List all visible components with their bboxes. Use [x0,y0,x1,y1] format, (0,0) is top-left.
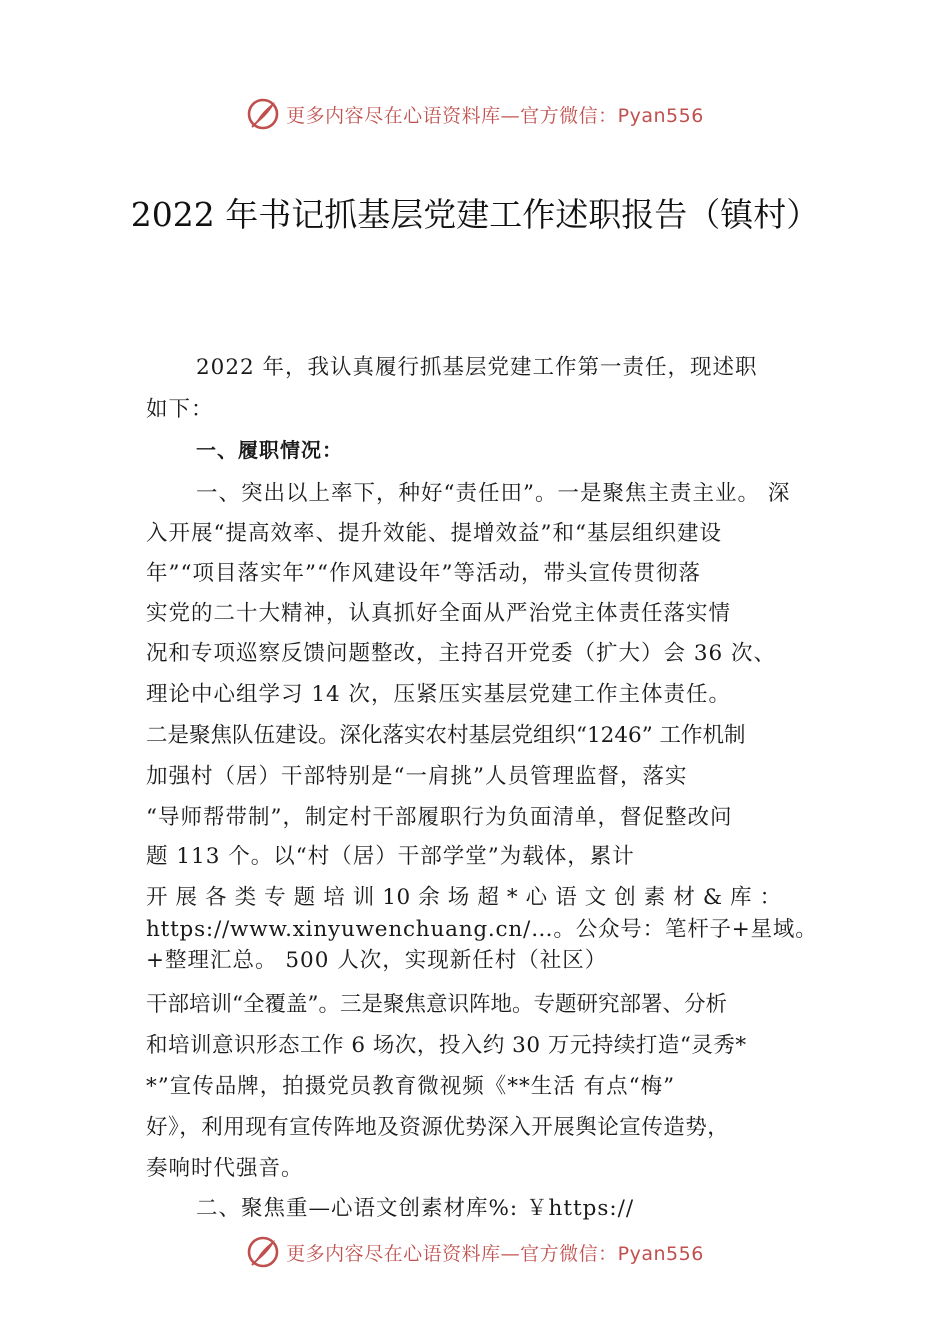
body-line: 年”“项目落实年”“作风建设年”等活动，带头宣传贯彻落 [146,561,701,586]
body-line: 况和专项巡察反馈问题整改，主持召开党委（扩大）会 36 次、 [146,641,777,666]
body-line: 二是聚焦队伍建设。深化落实农村基层党组织“1246” 工作机制 [146,723,746,748]
body-line: +整理汇总。 500 人次，实现新任村（社区） [146,948,608,973]
body-line: 如下： [146,397,214,422]
body-line: 入开展“提高效率、提升效能、提增效益”和“基层组织建设 [146,521,722,546]
banner-text: 更多内容尽在心语资料库—官方微信：Pyan556 [286,104,704,127]
section-heading: 一、履职情况： [196,438,343,462]
body-line: 理论中心组学习 14 次，压紧压实基层党建工作主体责任。 [146,682,732,707]
quill-logo-icon [246,97,280,131]
body-line: 奏响时代强音。 [146,1156,304,1181]
body-line: 2022 年，我认真履行抓基层党建工作第一责任，现述职 [196,355,758,380]
body-line: 加强村（居）干部特别是“一肩挑”人员管理监督，落实 [146,764,688,789]
body-line: 和培训意识形态工作 6 场次，投入约 30 万元持续打造“灵秀* [146,1033,747,1058]
body-line: 题 113 个。以“村（居）干部学堂”为载体，累计 [146,844,635,869]
body-line: 一、突出以上率下，种好“责任田”。一是聚焦主责主业。 深 [196,481,791,506]
quill-logo-icon [246,1235,280,1269]
body-line: 二、聚焦重—心语文创素材库%: ￥https:// [196,1196,635,1221]
body-line: 开 展 各 类 专 题 培 训 10 余 场 超 * 心 语 文 创 素 材 & 库 ： [146,885,782,910]
header-banner [0,94,950,134]
body-line: 干部培训“全覆盖”。三是聚焦意识阵地。专题研究部署、分析 [146,992,727,1017]
body-line: *”宣传品牌，拍摄党员教育微视频《**生活 有点“梅” [146,1074,676,1099]
body-line: 实党的二十大精神，认真抓好全面从严治党主体责任落实情 [146,601,732,626]
body-line: https://www.xinyuwenchuang.cn/…。公众号：笔杆子+星域。 [146,917,818,942]
footer-banner [0,1232,950,1272]
banner-text: 更多内容尽在心语资料库—官方微信：Pyan556 [286,1242,704,1265]
body-line: 好》，利用现有宣传阵地及资源优势深入开展舆论宣传造势， [146,1115,730,1140]
document-title: 2022 年书记抓基层党建工作述职报告（镇村） [130,195,820,234]
body-line: “导师帮带制”，制定村干部履职行为负面清单，督促整改问 [146,805,733,830]
